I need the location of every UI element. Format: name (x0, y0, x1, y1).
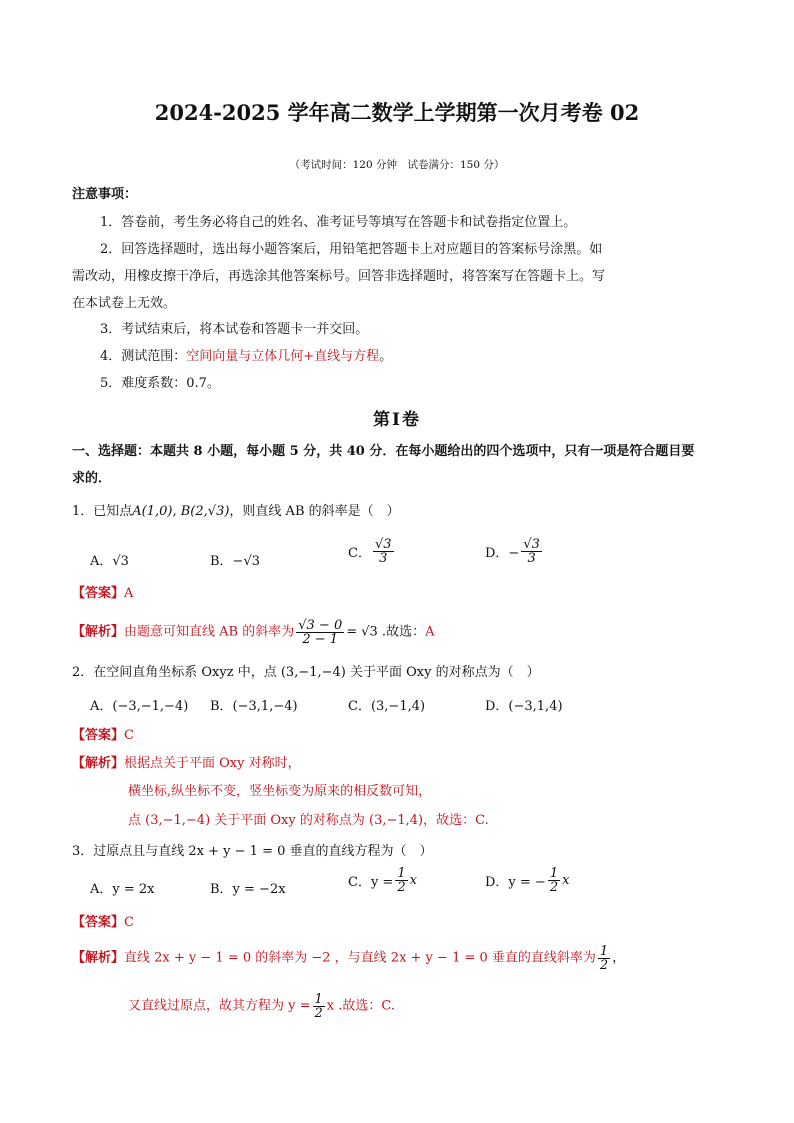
answer-label: 【答案】 (72, 915, 125, 930)
q2-analysis-3-ans: C. (475, 813, 489, 828)
note-4-prefix: 4．测试范围： (100, 349, 187, 364)
q3-analysis-2-mid: x .故选： (326, 998, 382, 1014)
q2-analysis-3 (128, 811, 489, 831)
q3-option-c (348, 867, 417, 894)
question-1 (72, 502, 400, 522)
q1-option-a: A．√3 (90, 554, 129, 569)
q1-analysis-ans: A (425, 624, 435, 640)
answer-label: 【答案】 (72, 586, 125, 601)
note-4 (100, 347, 392, 367)
page-title: 2024-2025 学年高二数学上学期第一次月考卷 02 (154, 100, 640, 125)
q3-analysis-1-post: ， (612, 950, 626, 966)
q2-answer (72, 726, 134, 746)
note-2-cont: 需改动，用橡皮擦干净后，再选涂其他答案标号。回答非选择题时，将答案写在答题卡上。写 (72, 269, 606, 284)
q3-analysis-2 (128, 993, 395, 1020)
q3-option-b: B．y = −2x (210, 882, 286, 897)
q3-analysis-2-frac (313, 993, 325, 1020)
q2-option-b: B．(−3,1,−4) (210, 699, 298, 714)
q3-a1-num: 1 (599, 944, 609, 959)
q3-answer-value: C (124, 915, 134, 930)
q3-c-den: 2 (397, 880, 406, 895)
q3-option-d (485, 867, 569, 894)
q2-option-c: C．(3,−1,4) (348, 699, 426, 714)
q1-analysis-mid: = √3 .故选： (346, 624, 426, 640)
q1-option-d (485, 538, 544, 565)
q2-option-a: A．(−3,−1,−4) (90, 699, 189, 714)
note-3: 3．考试结束后，将本试卷和答题卡一并交回。 (100, 322, 369, 337)
q3-d-var: x (562, 873, 570, 888)
q3-c-var: x (409, 873, 417, 888)
q2-analysis-3-text: 点 (3,−1,−4) 关于平面 Oxy 的对称点为 (3,−1,4)，故选： (128, 813, 476, 828)
question-2: 2．在空间直角坐标系 Oxyz 中，点 (3,−1,−4) 关于平面 Oxy 的对称点为（ ） (72, 665, 540, 680)
q2-option-d: D．(−3,1,4) (485, 699, 563, 714)
q2-analysis-2: 横坐标,纵坐标不变，竖坐标变为原来的相反数可知， (128, 784, 432, 799)
note-2-end: 在本试卷上无效。 (72, 296, 177, 311)
note-4-end: 。 (379, 349, 393, 364)
note-5: 5．难度系数：0.7。 (100, 376, 220, 391)
analysis-label: 【解析】 (72, 950, 125, 966)
q3-analysis-2-ans: C. (381, 998, 396, 1014)
q1-option-c (348, 538, 396, 565)
q1-analysis-num: √3 − 0 (298, 618, 343, 633)
q1-d-den: 3 (527, 551, 536, 566)
q3-c-frac (395, 867, 407, 894)
q1-pre: 1．已知点 (72, 504, 133, 519)
q3-d-den: 2 (549, 880, 559, 895)
q1-c-num: √3 (374, 537, 392, 552)
q3-a2-num: 1 (314, 992, 323, 1007)
q1-option-d-frac (521, 538, 542, 565)
q1-analysis (72, 619, 434, 646)
q1-analysis-frac (296, 619, 344, 646)
question-3: 3．过原点且与直线 2x + y − 1 = 0 垂直的直线方程为（ ） (72, 844, 433, 859)
answer-label: 【答案】 (72, 728, 125, 743)
q1-analysis-pre: 由题意可知直线 AB 的斜率为 (124, 624, 295, 640)
q3-analysis (72, 945, 625, 972)
q3-c-label: C．y = (348, 875, 394, 890)
section-title: 第Ⅰ卷 (373, 410, 421, 430)
part1-instructions: 一、选择题：本题共 8 小题，每小题 5 分，共 40 分．在每小题给出的四个选项中，只有一项是符合题目要 (72, 444, 695, 459)
q2-analysis (72, 754, 301, 774)
q3-option-a: A．y = 2x (90, 882, 155, 897)
q1-option-b: B．−√3 (210, 554, 261, 569)
q1-option-d-label: D．− (485, 546, 520, 561)
test-scope: 空间向量与立体几何+直线与方程 (186, 349, 380, 364)
q3-d-num: 1 (549, 866, 559, 881)
q3-d-frac (548, 867, 560, 894)
part1-instructions-cont: 求的． (72, 471, 112, 486)
q2-analysis-1: 根据点关于平面 Oxy 对称时， (124, 756, 301, 771)
q1-points: A(1,0), B(2,√3) (132, 504, 230, 519)
q1-option-c-label: C． (348, 546, 371, 561)
q3-d-label: D．y = − (485, 875, 546, 890)
analysis-label: 【解析】 (72, 756, 125, 771)
q3-a2-den: 2 (314, 1006, 323, 1021)
q1-c-den: 3 (379, 551, 388, 566)
q3-a1-den: 2 (599, 958, 609, 973)
notes-heading: 注意事项： (72, 187, 138, 202)
note-1: 1．答卷前，考生务必将自己的姓名、准考证号等填写在答题卡和试卷指定位置上。 (100, 215, 577, 230)
analysis-label: 【解析】 (72, 624, 125, 640)
q1-d-num: √3 (523, 537, 540, 552)
q3-analysis-2-pre: 又直线过原点，故其方程为 y = (128, 998, 311, 1014)
exam-info: （考试时间：120 分钟 试卷满分：150 分） (289, 159, 505, 171)
q1-answer-value: A (124, 586, 134, 601)
q1-analysis-den: 2 − 1 (302, 632, 339, 647)
q3-analysis-1: 直线 2x + y − 1 = 0 的斜率为 −2 ，与直线 2x + y − 1 = 0 垂直的直线斜率为 (124, 950, 596, 966)
note-2: 2．回答选择题时，选出每小题答案后，用铅笔把答题卡上对应题目的答案标号涂黑。如 (100, 242, 603, 257)
q2-answer-value: C (124, 728, 134, 743)
q1-answer (72, 584, 133, 604)
q3-c-num: 1 (397, 866, 406, 881)
q3-analysis-1-frac (598, 945, 610, 972)
q1-post: ，则直线 AB 的斜率是（ ） (229, 504, 400, 519)
q1-option-c-frac (373, 538, 394, 565)
q3-answer (72, 913, 134, 933)
